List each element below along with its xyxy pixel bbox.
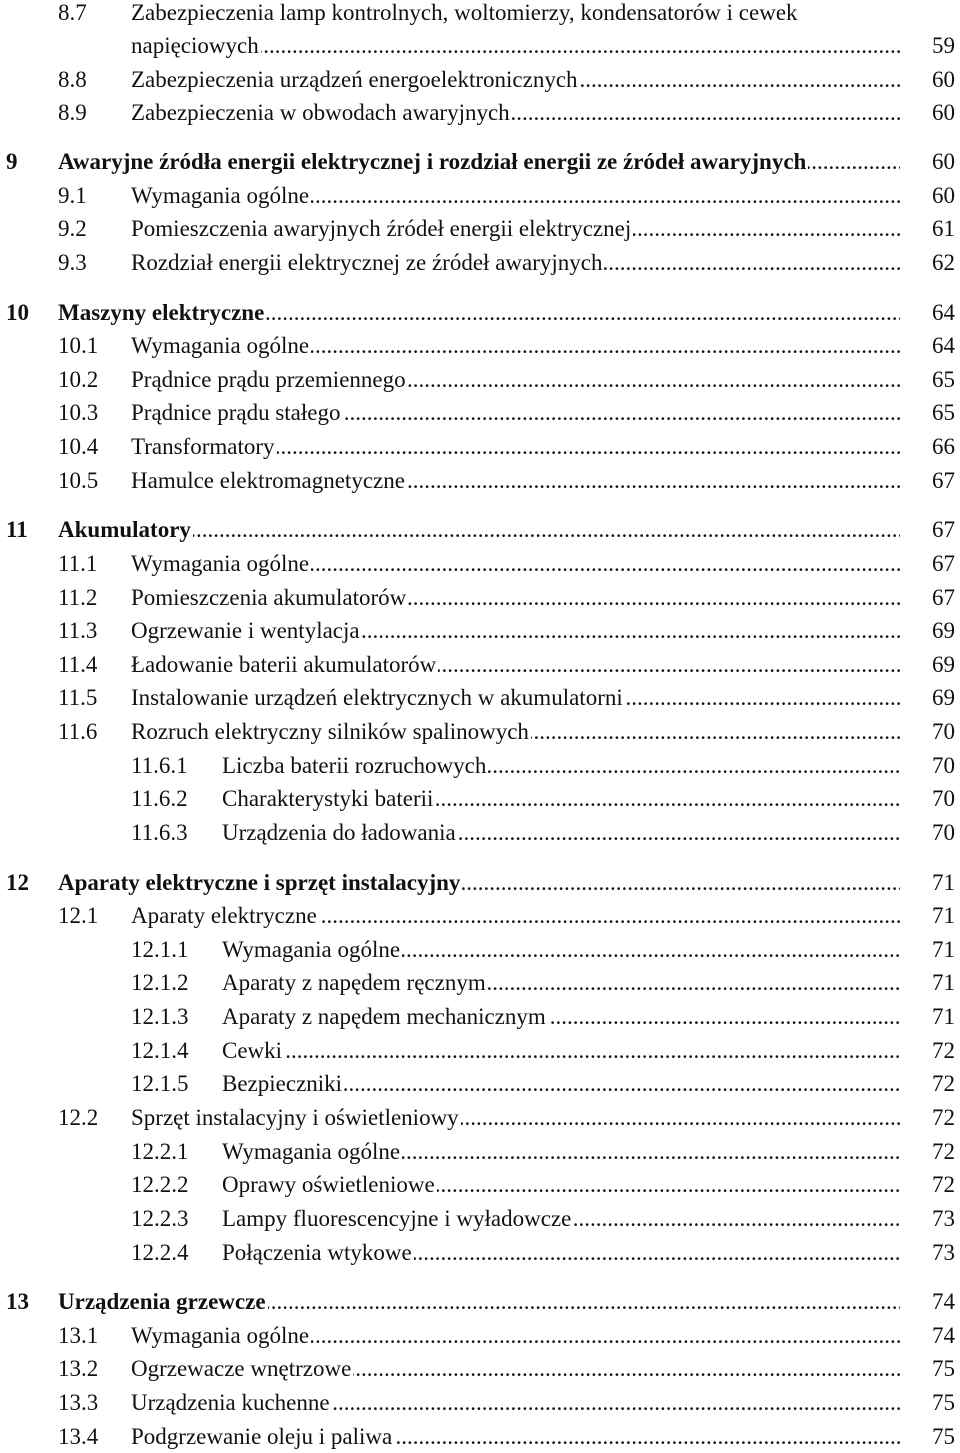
- toc-entry-number: 13.2: [58, 1356, 99, 1381]
- toc-entry-page-number: 66: [932, 434, 955, 459]
- toc-entry-page-number: 75: [932, 1424, 955, 1449]
- toc-entry[interactable]: [0, 30, 960, 62]
- toc-entry[interactable]: [0, 431, 960, 463]
- toc-entry-page-number: 61: [932, 216, 955, 241]
- toc-entry[interactable]: [0, 247, 960, 279]
- toc-entry-title: Charakterystyki baterii: [222, 786, 434, 811]
- toc-entry[interactable]: [0, 750, 960, 782]
- toc-entry-title: Maszyny elektryczne: [58, 300, 265, 325]
- toc-entry[interactable]: [0, 465, 960, 497]
- toc-entry-page-number: 67: [932, 517, 955, 542]
- toc-entry-title: Zabezpieczenia w obwodach awaryjnych: [131, 100, 510, 125]
- toc-entry-title: Aparaty z napędem ręcznym: [222, 970, 486, 995]
- toc-entry-title: Instalowanie urządzeń elektrycznych w akumulatorni: [131, 685, 623, 710]
- toc-entry-number: 10.1: [58, 333, 99, 358]
- toc-entry-page-number: 60: [932, 183, 955, 208]
- toc-entry-title: Wymagania ogólne: [131, 333, 310, 358]
- toc-entry[interactable]: [0, 180, 960, 212]
- toc-entry-title: Ładowanie baterii akumulatorów: [131, 652, 437, 677]
- toc-entry-page-number: 69: [932, 685, 955, 710]
- dot-leader: [222, 1035, 900, 1067]
- toc-entry[interactable]: [0, 330, 960, 362]
- toc-entry[interactable]: [0, 397, 960, 429]
- toc-entry-page-number: 72: [932, 1071, 955, 1096]
- toc-entry-page-number: 60: [932, 100, 955, 125]
- toc-entry-title: Lampy fluorescencyjne i wyładowcze: [222, 1206, 572, 1231]
- toc-entry-page-number: 67: [932, 468, 955, 493]
- toc-entry-page-number: 72: [932, 1139, 955, 1164]
- toc-entry-number: 11.6: [58, 719, 98, 744]
- toc-entry-title: Prądnice prądu przemiennego: [131, 367, 406, 392]
- toc-entry[interactable]: [0, 682, 960, 714]
- toc-entry-title: Zabezpieczenia lamp kontrolnych, woltomierzy, kondensatorów i cewek: [131, 0, 798, 25]
- toc-entry-number: 12.1: [58, 903, 99, 928]
- toc-entry-number: 11.6.2: [131, 786, 188, 811]
- toc-entry-number: 9.3: [58, 250, 87, 275]
- toc-entry-number: 12.1.4: [131, 1038, 189, 1063]
- toc-entry-page-number: 60: [932, 149, 955, 174]
- toc-entry-title: Pomieszczenia awaryjnych źródeł energii elektrycznej: [131, 216, 632, 241]
- toc-entry[interactable]: [0, 1001, 960, 1033]
- toc-entry[interactable]: [0, 1320, 960, 1352]
- toc-entry-number: 9.2: [58, 216, 87, 241]
- toc-entry-title: Wymagania ogólne: [222, 1139, 401, 1164]
- toc-entry-page-number: 73: [932, 1240, 955, 1265]
- toc-entry[interactable]: [0, 1102, 960, 1134]
- toc-entry-number: 12.1.3: [131, 1004, 189, 1029]
- toc-entry[interactable]: [0, 1035, 960, 1067]
- toc-entry-page-number: 64: [932, 333, 955, 358]
- toc-entry[interactable]: [0, 615, 960, 647]
- toc-entry[interactable]: [0, 64, 960, 96]
- toc-entry-title: Pomieszczenia akumulatorów: [131, 585, 407, 610]
- toc-entry-title: Liczba baterii rozruchowych: [222, 753, 487, 778]
- toc-entry-number: 8.8: [58, 67, 87, 92]
- toc-entry-title: Urządzenia grzewcze: [58, 1289, 266, 1314]
- toc-entry-number: 12: [6, 870, 29, 895]
- toc-entry[interactable]: [0, 364, 960, 396]
- toc-entry[interactable]: [0, 1068, 960, 1100]
- toc-entry-number: 12.2.2: [131, 1172, 189, 1197]
- toc-entry-page-number: 71: [932, 903, 955, 928]
- toc-entry-title: Rozruch elektryczny silników spalinowych: [131, 719, 529, 744]
- toc-entry[interactable]: [0, 0, 960, 29]
- toc-entry-number: 10: [6, 300, 29, 325]
- toc-entry-page-number: 67: [932, 585, 955, 610]
- toc-entry-page-number: 73: [932, 1206, 955, 1231]
- toc-entry-title: Wymagania ogólne: [131, 551, 310, 576]
- toc-entry-page-number: 64: [932, 300, 955, 325]
- toc-entry-number: 11.2: [58, 585, 98, 610]
- toc-entry-page-number: 74: [932, 1323, 955, 1348]
- toc-entry[interactable]: [0, 867, 960, 899]
- toc-entry-number: 11.6.1: [131, 753, 188, 778]
- toc-entry[interactable]: [0, 1136, 960, 1168]
- toc-entry-number: 8.7: [58, 0, 87, 25]
- toc-entry-page-number: 67: [932, 551, 955, 576]
- toc-entry-page-number: 70: [932, 753, 955, 778]
- toc-entry-number: 11.3: [58, 618, 98, 643]
- toc-entry-number: 9: [6, 149, 18, 174]
- toc-entry[interactable]: [0, 514, 960, 546]
- toc-entry-number: 13.1: [58, 1323, 99, 1348]
- toc-entry-page-number: 71: [932, 937, 955, 962]
- toc-entry-title: Wymagania ogólne: [131, 183, 310, 208]
- toc-entry-title: Cewki: [222, 1038, 283, 1063]
- toc-entry[interactable]: [0, 548, 960, 580]
- toc-entry[interactable]: [0, 297, 960, 329]
- toc-entry-page-number: 75: [932, 1356, 955, 1381]
- toc-entry-page-number: 72: [932, 1105, 955, 1130]
- toc-entry-page-number: 59: [932, 33, 955, 58]
- toc-entry[interactable]: [0, 934, 960, 966]
- toc-entry-page-number: 62: [932, 250, 955, 275]
- toc-entry-page-number: 72: [932, 1038, 955, 1063]
- toc-entry-number: 12.1.1: [131, 937, 189, 962]
- toc-entry[interactable]: [0, 967, 960, 999]
- toc-entry-title: Oprawy oświetleniowe: [222, 1172, 435, 1197]
- toc-entry-title: napięciowych: [131, 33, 259, 58]
- toc-entry-number: 11.5: [58, 685, 98, 710]
- toc-entry-title: Zabezpieczenia urządzeń energoelektronicznych: [131, 67, 578, 92]
- toc-entry-title: Urządzenia do ładowania: [222, 820, 456, 845]
- toc-entry-number: 12.2.4: [131, 1240, 189, 1265]
- toc-entry[interactable]: [0, 582, 960, 614]
- toc-entry-number: 13.3: [58, 1390, 99, 1415]
- toc-entry[interactable]: [0, 213, 960, 245]
- toc-entry-page-number: 74: [932, 1289, 955, 1314]
- toc-entry-number: 12.2: [58, 1105, 99, 1130]
- toc-entry-title: Połączenia wtykowe: [222, 1240, 412, 1265]
- toc-entry-title: Awaryjne źródła energii elektrycznej i rozdział energii ze źródeł awaryjnych: [58, 149, 807, 174]
- toc-entry-number: 10.5: [58, 468, 99, 493]
- toc-entry-title: Bezpieczniki: [222, 1071, 343, 1096]
- toc-entry-page-number: 60: [932, 67, 955, 92]
- toc-entry[interactable]: [0, 1353, 960, 1385]
- toc-entry-title: Aparaty z napędem mechanicznym: [222, 1004, 546, 1029]
- toc-entry-page-number: 72: [932, 1172, 955, 1197]
- toc-entry-title: Wymagania ogólne: [222, 937, 401, 962]
- toc-entry-number: 12.1.5: [131, 1071, 189, 1096]
- toc-entry[interactable]: [0, 783, 960, 815]
- toc-entry-number: 11.1: [58, 551, 98, 576]
- toc-entry-page-number: 70: [932, 786, 955, 811]
- toc-entry-page-number: 71: [932, 870, 955, 895]
- toc-entry-number: 12.2.3: [131, 1206, 189, 1231]
- toc-entry-page-number: 65: [932, 367, 955, 392]
- toc-entry-page-number: 75: [932, 1390, 955, 1415]
- toc-entry[interactable]: [0, 900, 960, 932]
- toc-entry[interactable]: [0, 649, 960, 681]
- toc-entry-title: Podgrzewanie oleju i paliwa: [131, 1424, 393, 1449]
- toc-entry-number: 10.2: [58, 367, 99, 392]
- toc-entry-title: Wymagania ogólne: [131, 1323, 310, 1348]
- toc-entry-number: 10.4: [58, 434, 99, 459]
- toc-entry-number: 11.6.3: [131, 820, 188, 845]
- toc-entry[interactable]: [0, 1203, 960, 1235]
- toc-entry-title: Aparaty elektryczne: [131, 903, 317, 928]
- toc-entry-number: 12.1.2: [131, 970, 189, 995]
- toc-entry-number: 11.4: [58, 652, 98, 677]
- toc-entry-page-number: 71: [932, 1004, 955, 1029]
- toc-entry-title: Urządzenia kuchenne: [131, 1390, 330, 1415]
- toc-entry-title: Ogrzewacze wnętrzowe: [131, 1356, 352, 1381]
- toc-entry[interactable]: [0, 1286, 960, 1318]
- toc-entry-title: Akumulatory: [58, 517, 191, 542]
- toc-entry[interactable]: [0, 97, 960, 129]
- toc-entry-title: Ogrzewanie i wentylacja: [131, 618, 360, 643]
- toc-entry-title: Sprzęt instalacyjny i oświetleniowy: [131, 1105, 459, 1130]
- toc-entry[interactable]: [0, 716, 960, 748]
- toc-entry-number: 12.2.1: [131, 1139, 189, 1164]
- toc-entry[interactable]: [0, 146, 960, 178]
- toc-entry[interactable]: [0, 1169, 960, 1201]
- toc-entry-number: 13.4: [58, 1424, 99, 1449]
- toc-entry[interactable]: [0, 1421, 960, 1453]
- toc-entry-page-number: 65: [932, 400, 955, 425]
- toc-entry-number: 10.3: [58, 400, 99, 425]
- toc-entry-number: 11: [6, 517, 28, 542]
- toc-entry-title: Prądnice prądu stałego: [131, 400, 341, 425]
- toc-entry-title: Hamulce elektromagnetyczne: [131, 468, 405, 493]
- toc-entry-number: 13: [6, 1289, 29, 1314]
- toc-entry[interactable]: [0, 1237, 960, 1269]
- toc-entry-number: 8.9: [58, 100, 87, 125]
- toc-entry[interactable]: [0, 1387, 960, 1419]
- toc-entry-title: Rozdział energii elektrycznej ze źródeł awaryjnych: [131, 250, 603, 275]
- toc-entry-title: Transformatory: [131, 434, 275, 459]
- toc-entry-page-number: 69: [932, 618, 955, 643]
- toc-entry-page-number: 70: [932, 820, 955, 845]
- toc-entry-number: 9.1: [58, 183, 87, 208]
- toc-entry-page-number: 70: [932, 719, 955, 744]
- toc-entry[interactable]: [0, 817, 960, 849]
- toc-entry-title: Aparaty elektryczne i sprzęt instalacyjny: [58, 870, 461, 895]
- toc-entry-page-number: 71: [932, 970, 955, 995]
- toc-entry-page-number: 69: [932, 652, 955, 677]
